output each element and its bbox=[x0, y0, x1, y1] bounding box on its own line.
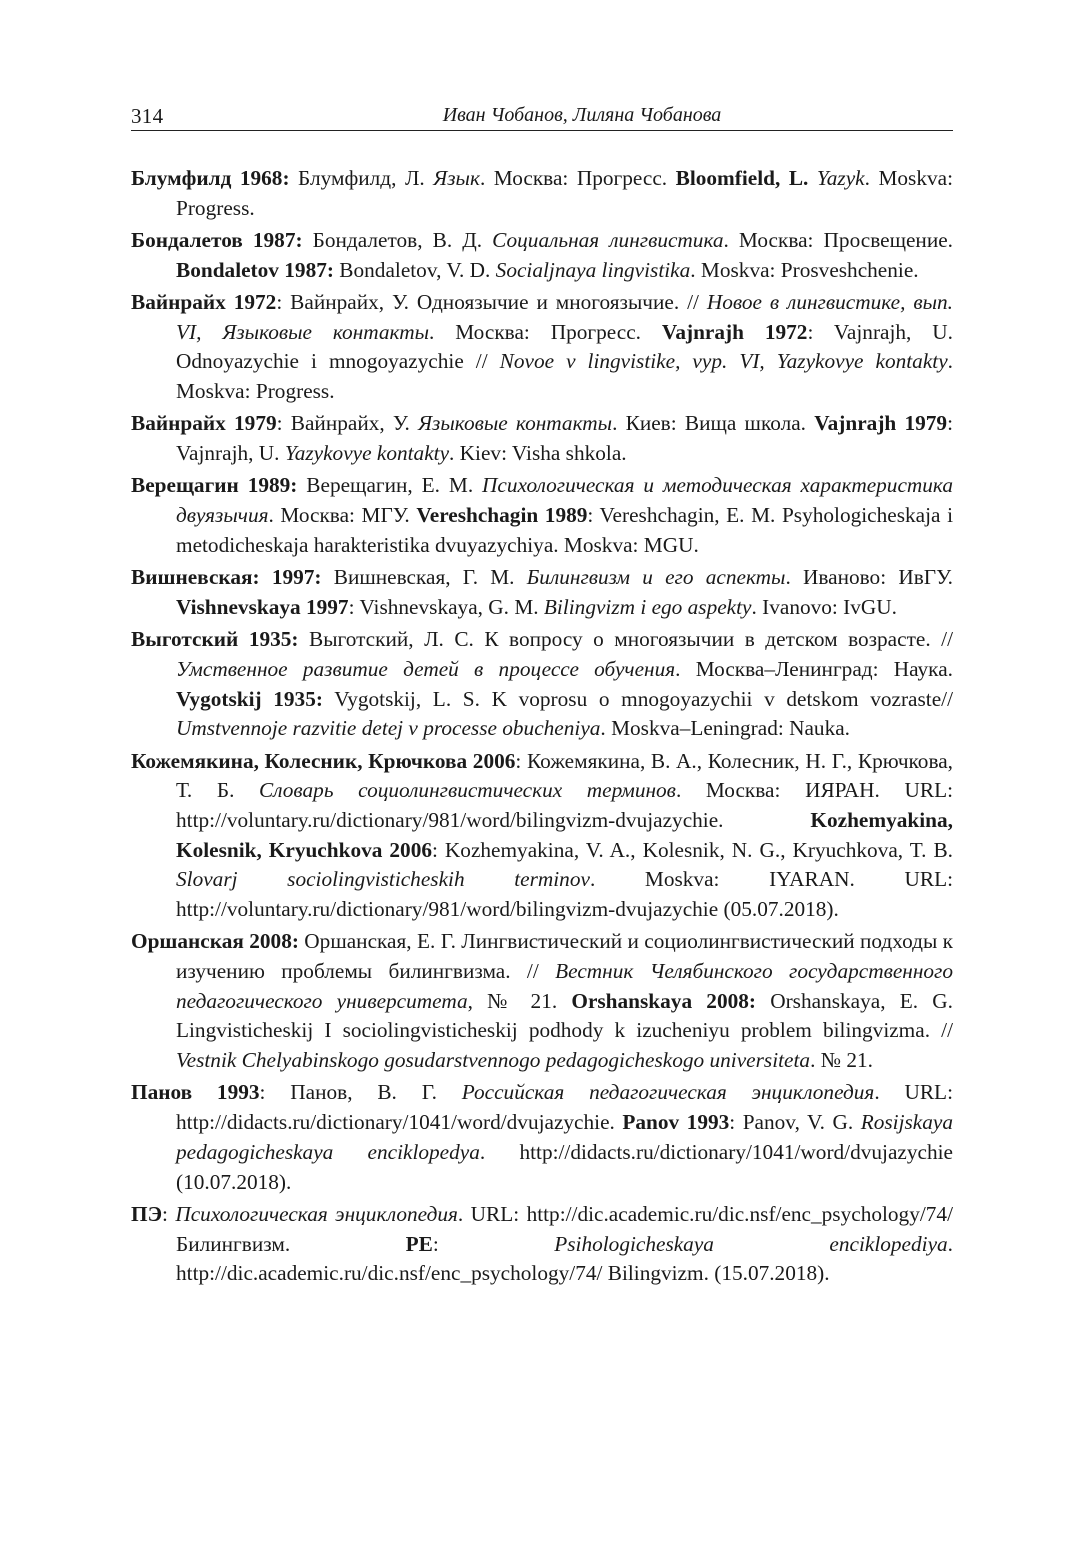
reference-text: : Kozhemyakina, V. A., Kolesnik, N. G., Kryuchkova, T. B. bbox=[432, 837, 954, 862]
reference-title: Психологическая и методическая характеристика двуязычия bbox=[176, 473, 954, 528]
reference-title: Вестник Челябинского государственного педагогического университета bbox=[176, 959, 954, 1013]
reference-key: Panov 1993 bbox=[622, 1110, 730, 1135]
reference-text: Vygotskij, L. S. K voprosu o mnogoyazychii v detskom vozraste// bbox=[322, 686, 953, 711]
reference-text: : Vereshchagin, E. M. Psyhologicheskaja i metodicheskaja harakteristika dvuyazychiya. Moskva: MGU. bbox=[176, 503, 953, 557]
reference-entry bbox=[131, 625, 953, 744]
reference-title: Umstvennoje razvitie detej v processe obucheniya bbox=[176, 716, 601, 741]
reference-text: . http://didacts.ru/dictionary/1041/word/dvujazychie (10.07.2018). bbox=[176, 1139, 953, 1194]
reference-text: . Moskva–Leningrad: Nauka. bbox=[600, 716, 851, 741]
reference-text: Bondaletov, V. D. bbox=[333, 257, 496, 282]
reference-text: : bbox=[432, 1231, 555, 1256]
reference-key: ПЭ bbox=[131, 1201, 163, 1226]
reference-title: Психологическая энциклопедия bbox=[175, 1201, 458, 1226]
reference-key: Кожемякина, Колесник, Крючкова 2006 bbox=[131, 748, 516, 773]
reference-text: Orshanskaya, E. G. Lingvisticheskij I sociolingvisticheskij podhody k izucheniyu problem bilingvizma. // bbox=[176, 988, 953, 1043]
reference-text: . Moskva: Prosveshchenie. bbox=[690, 257, 919, 282]
reference-entry bbox=[131, 1200, 953, 1289]
reference-text: . http://dic.academic.ru/dic.nsf/enc_psychology/74/ Bilingvizm. (15.07.2018). bbox=[176, 1231, 953, 1286]
reference-key: Верещагин 1989: bbox=[131, 473, 298, 498]
reference-key: Vajnrajh 1972 bbox=[661, 319, 808, 344]
reference-text: Блумфилд, Л. bbox=[289, 166, 434, 190]
reference-title: Язык bbox=[433, 166, 480, 190]
reference-entry bbox=[131, 927, 953, 1076]
reference-text: . Москва: Просвещение. bbox=[723, 228, 954, 252]
reference-text: . Москва: Прогресс. bbox=[479, 166, 676, 190]
running-title: Иван Чобанов, Лиляна Чобанова bbox=[442, 104, 722, 126]
reference-text: . Москва: ИЯРАН. URL: http://voluntary.ru/dictionary/981/word/bilingvizm-dvujazychie. bbox=[176, 778, 953, 832]
reference-text: . Москва: Прогресс. bbox=[429, 319, 662, 344]
reference-text: . Moskva: Progress. bbox=[176, 349, 953, 404]
reference-text: : Вайнрайх, У. Одноязычие и многоязычие. // bbox=[276, 290, 707, 314]
reference-title: Slovarj sociolingvisticheskih terminov bbox=[176, 867, 590, 892]
reference-text: : Vishnevskaya, G. M. bbox=[348, 594, 544, 619]
reference-text: : Vajnrajh, U. Odnoyazychie i mnogoyazychie // bbox=[176, 319, 953, 374]
reference-entry bbox=[131, 747, 953, 925]
reference-text: . Moskva: Progress. bbox=[176, 166, 953, 220]
reference-key: Kozhemyakina, Kolesnik, Kryuchkova 2006 bbox=[176, 807, 953, 862]
reference-text: : Панов, В. Г. bbox=[259, 1080, 462, 1105]
reference-text bbox=[808, 166, 817, 190]
reference-entry bbox=[131, 288, 953, 407]
reference-title: Билингвизм и его аспекты bbox=[526, 565, 786, 590]
reference-text: : Panov, V. G. bbox=[729, 1110, 861, 1135]
reference-text: . Ivanovo: IvGU. bbox=[751, 594, 898, 619]
reference-text: . Kiev: Visha shkola. bbox=[449, 441, 627, 466]
reference-key: Вайнрайх 1979 bbox=[131, 411, 277, 436]
reference-key: PE bbox=[405, 1231, 433, 1256]
reference-entry bbox=[131, 1078, 953, 1197]
reference-text: Верещагин, Е. М. bbox=[297, 473, 483, 498]
reference-text: . Москва–Ленинград: Наука. bbox=[675, 656, 953, 681]
reference-text: : bbox=[162, 1201, 176, 1226]
reference-text: Оршанская, Е. Г. Лингвистический и социолингвистический подходы к изучению проблемы билингвизма. // bbox=[176, 929, 953, 984]
reference-title: Bilingvizm i ego aspekty bbox=[543, 594, 752, 619]
reference-title: Умственное развитие детей в процессе обучения bbox=[176, 656, 676, 681]
reference-entry bbox=[131, 226, 953, 285]
reference-title: Новое в лингвистике, вып. VI, Языковые контакты bbox=[176, 290, 953, 344]
reference-key: Orshanskaya 2008: bbox=[571, 988, 756, 1013]
reference-text: : Vajnrajh, U. bbox=[176, 411, 953, 466]
reference-key: Vereshchagin 1989 bbox=[416, 503, 588, 528]
reference-text: Вишневская, Г. М. bbox=[321, 565, 527, 590]
reference-title: Yazyk bbox=[816, 166, 865, 190]
reference-text: . URL: http://dic.academic.ru/dic.nsf/enc_psychology/74/Билингвизм. bbox=[176, 1201, 953, 1256]
reference-text: . № 21. bbox=[810, 1048, 873, 1073]
running-header bbox=[131, 100, 953, 131]
reference-key: Оршанская 2008: bbox=[131, 929, 299, 954]
reference-title: Словарь социолингвистических терминов bbox=[259, 778, 676, 803]
reference-title: Языковые контакты bbox=[418, 411, 613, 436]
reference-title: Rosijskaya pedagogicheskaya enciklopedya bbox=[176, 1110, 953, 1164]
reference-entry bbox=[131, 409, 953, 468]
reference-key: Vygotskij 1935: bbox=[176, 686, 323, 711]
reference-key: Bondaletov 1987: bbox=[176, 257, 334, 282]
reference-text: . Москва: МГУ. bbox=[268, 503, 417, 528]
reference-key: Бондалетов 1987: bbox=[131, 228, 303, 252]
reference-text: , № 21. bbox=[467, 988, 572, 1013]
reference-title: Социальная лингвистика bbox=[492, 228, 724, 252]
reference-key: Bloomfield, L. bbox=[675, 166, 809, 190]
reference-key: Панов 1993 bbox=[131, 1080, 260, 1105]
reference-text: Бондалетов, В. Д. bbox=[302, 228, 493, 252]
reference-text: . Moskva: IYARAN. URL: http://voluntary.ru/dictionary/981/word/bilingvizm-dvujazychie (05.07.2018). bbox=[176, 867, 953, 922]
reference-entry bbox=[131, 563, 953, 622]
reference-text: : Вайнрайх, У. bbox=[276, 411, 419, 436]
reference-key: Блумфилд 1968: bbox=[131, 166, 290, 190]
reference-title: Yazykovye kontakty bbox=[284, 441, 450, 466]
reference-key: Vajnrajh 1979 bbox=[814, 411, 948, 436]
reference-title: Российская педагогическая энциклопедия bbox=[461, 1080, 875, 1105]
reference-text: . URL: http://didacts.ru/dictionary/1041/word/dvujazychie. bbox=[176, 1080, 953, 1135]
reference-key: Вайнрайх 1972 bbox=[131, 290, 277, 314]
page-number: 314 bbox=[131, 104, 164, 128]
reference-text: . Иваново: ИвГУ. bbox=[785, 565, 954, 590]
reference-text: . Киев: Вища школа. bbox=[612, 411, 815, 436]
reference-title: Psihologicheskaya enciklopediya bbox=[554, 1231, 948, 1256]
reference-key: Выготский 1935: bbox=[131, 627, 299, 652]
reference-entry bbox=[131, 471, 953, 560]
reference-key: Vishnevskaya 1997 bbox=[176, 594, 349, 619]
reference-key: Вишневская: 1997: bbox=[131, 565, 322, 590]
reference-title: Vestnik Chelyabinskogo gosudarstvennogo pedagogicheskogo universiteta bbox=[176, 1048, 811, 1073]
reference-title: Socialjnaya lingvistika bbox=[495, 257, 691, 282]
reference-list bbox=[131, 164, 953, 1292]
reference-title: Novoe v lingvistike, vyp. VI, Yazykovye kontakty bbox=[499, 349, 948, 374]
reference-text: Выготский, Л. С. К вопросу о многоязычии в детском возрасте. // bbox=[298, 627, 953, 652]
reference-entry bbox=[131, 164, 953, 223]
reference-text: : Кожемякина, В. А., Колесник, Н. Г., Крючкова, Т. Б. bbox=[176, 748, 953, 803]
